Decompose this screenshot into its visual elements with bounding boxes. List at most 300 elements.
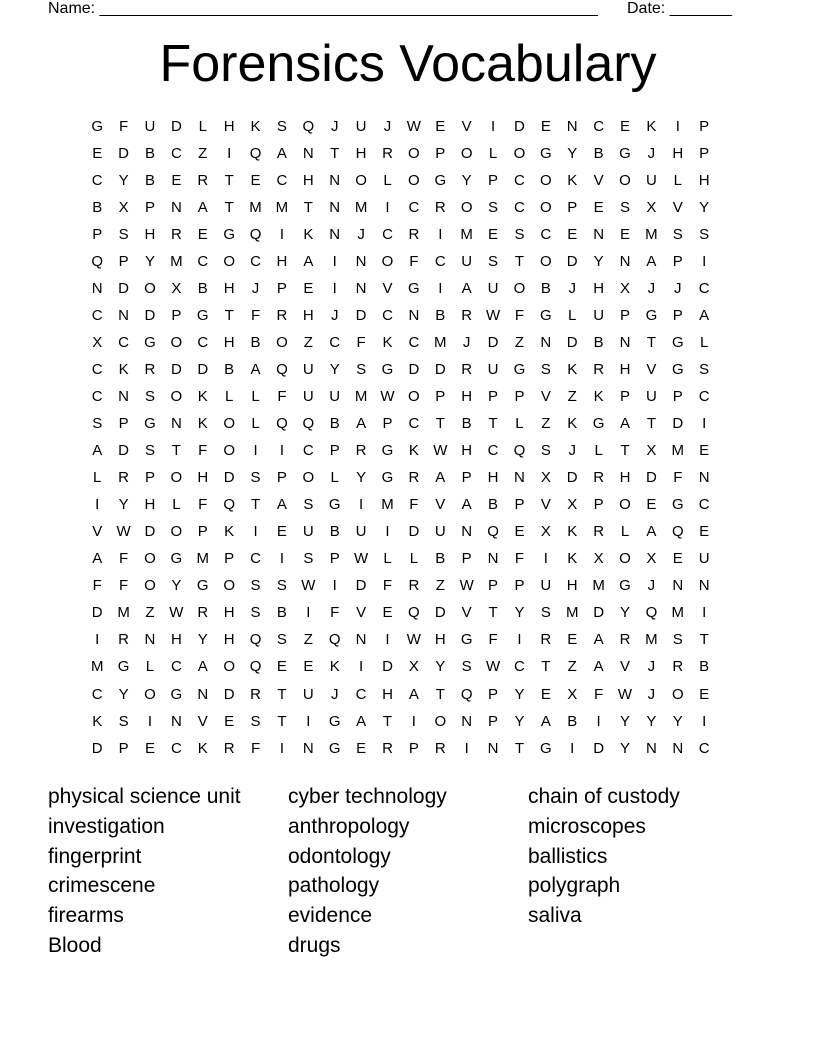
grid-letter: I xyxy=(359,658,364,676)
grid-letter: Z xyxy=(567,387,577,405)
grid-letter: L xyxy=(330,469,339,487)
grid-letter: V xyxy=(435,496,446,514)
word-item: pathology xyxy=(288,874,380,898)
grid-letter: R xyxy=(223,739,235,757)
grid-letter: F xyxy=(673,469,683,487)
grid-letter: C xyxy=(540,225,552,243)
grid-letter: D xyxy=(434,604,446,622)
grid-letter: L xyxy=(383,550,392,568)
grid-letter: Y xyxy=(171,577,182,595)
grid-letter: U xyxy=(540,577,552,595)
grid-letter: N xyxy=(355,631,367,649)
grid-letter: C xyxy=(329,333,341,351)
grid-letter: M xyxy=(196,550,209,568)
grid-letter: H xyxy=(223,279,235,297)
grid-letter: O xyxy=(671,685,684,703)
word-item: crimescene xyxy=(48,874,156,898)
grid-letter: C xyxy=(250,252,261,270)
grid-letter: G xyxy=(223,225,235,243)
grid-letter: N xyxy=(355,279,367,297)
grid-row xyxy=(84,600,717,627)
grid-letter: H xyxy=(302,171,314,189)
grid-letter: P xyxy=(620,306,631,324)
grid-letter: P xyxy=(435,144,446,162)
grid-letter: B xyxy=(435,550,446,568)
grid-letter: T xyxy=(277,685,287,703)
grid-letter: H xyxy=(223,333,235,351)
grid-letter: K xyxy=(567,360,578,378)
grid-letter: S xyxy=(672,225,683,243)
grid-letter: H xyxy=(382,685,393,703)
grid-letter: M xyxy=(460,225,473,243)
grid-letter: N xyxy=(197,685,209,703)
grid-letter: I xyxy=(702,252,707,270)
grid-letter: I xyxy=(464,739,469,757)
grid-row xyxy=(84,654,717,681)
grid-letter: N xyxy=(118,306,129,324)
grid-letter: K xyxy=(567,415,578,433)
grid-letter: P xyxy=(144,469,155,487)
grid-letter: I xyxy=(279,739,285,757)
grid-letter: O xyxy=(170,523,183,541)
grid-letter: T xyxy=(620,442,630,460)
grid-letter: Y xyxy=(514,712,525,730)
grid-letter: J xyxy=(647,658,656,676)
grid-row xyxy=(84,113,717,140)
grid-letter: F xyxy=(514,306,525,324)
grid-letter: C xyxy=(487,442,499,460)
grid-letter: Q xyxy=(249,144,262,162)
grid-letter: W xyxy=(169,604,184,622)
grid-letter: U xyxy=(302,387,314,405)
grid-letter: U xyxy=(434,523,446,541)
grid-letter: S xyxy=(699,225,710,243)
grid-letter: I xyxy=(490,117,496,135)
word-item: saliva xyxy=(528,904,582,928)
grid-letter: N xyxy=(698,577,710,595)
grid-letter: J xyxy=(647,685,656,703)
grid-letter: J xyxy=(674,279,682,297)
grid-letter: N xyxy=(540,333,552,351)
grid-letter: O xyxy=(434,712,447,730)
grid-letter: E xyxy=(593,198,604,216)
grid-letter: D xyxy=(593,739,605,757)
grid-letter: N xyxy=(487,550,499,568)
grid-letter: I xyxy=(596,712,601,730)
grid-letter: N xyxy=(566,117,578,135)
word-column xyxy=(288,782,528,961)
grid-letter: D xyxy=(593,604,605,622)
grid-letter: R xyxy=(382,144,393,162)
grid-letter: D xyxy=(672,415,684,433)
letter-grid xyxy=(84,113,717,762)
grid-letter: L xyxy=(251,415,260,433)
grid-letter: A xyxy=(620,415,631,433)
grid-letter: S xyxy=(514,225,525,243)
grid-letter: T xyxy=(514,739,525,757)
grid-letter: O xyxy=(408,171,420,189)
grid-letter: C xyxy=(170,658,182,676)
grid-letter: R xyxy=(408,225,420,243)
grid-letter: V xyxy=(92,523,103,541)
grid-letter: U xyxy=(461,252,473,270)
grid-letter: K xyxy=(197,415,208,433)
grid-letter: H xyxy=(223,604,235,622)
grid-letter: U xyxy=(302,360,314,378)
grid-letter: D xyxy=(382,658,393,676)
grid-letter: Q xyxy=(276,360,288,378)
grid-letter: R xyxy=(619,631,631,649)
grid-letter: I xyxy=(332,279,337,297)
grid-letter: Z xyxy=(567,658,577,676)
grid-letter: J xyxy=(647,279,656,297)
grid-letter: F xyxy=(119,550,129,568)
grid-letter: J xyxy=(330,117,339,135)
grid-letter: G xyxy=(91,117,104,135)
word-item: microscopes xyxy=(528,814,646,838)
grid-letter: E xyxy=(646,496,657,514)
word-item: ballistics xyxy=(528,844,608,868)
grid-letter: E xyxy=(567,225,578,243)
grid-letter: X xyxy=(646,550,657,568)
grid-letter: I xyxy=(279,550,285,568)
grid-letter: A xyxy=(461,496,472,514)
grid-letter: I xyxy=(411,712,416,730)
grid-letter: C xyxy=(276,171,288,189)
grid-letter: C xyxy=(91,387,103,405)
grid-letter: O xyxy=(460,198,473,216)
grid-letter: O xyxy=(355,171,367,189)
grid-letter: G xyxy=(328,712,341,730)
grid-letter: R xyxy=(144,360,156,378)
grid-letter: E xyxy=(540,117,551,135)
grid-letter: L xyxy=(145,658,155,676)
grid-letter: G xyxy=(381,360,394,378)
grid-letter: L xyxy=(198,117,207,135)
grid-letter: D xyxy=(170,360,182,378)
grid-letter: P xyxy=(329,550,340,568)
grid-letter: T xyxy=(224,198,234,216)
grid-letter: O xyxy=(170,333,183,351)
grid-letter: M xyxy=(354,387,368,405)
grid-letter: F xyxy=(119,117,129,135)
grid-letter: F xyxy=(330,604,340,622)
grid-letter: A xyxy=(356,415,367,433)
grid-letter: K xyxy=(250,117,261,135)
word-item: fingerprint xyxy=(48,844,142,868)
grid-letter: U xyxy=(645,387,657,405)
grid-letter: N xyxy=(461,712,473,730)
grid-letter: P xyxy=(514,577,525,595)
grid-letter: U xyxy=(593,306,605,324)
grid-letter: D xyxy=(118,279,129,297)
grid-letter: A xyxy=(197,658,208,676)
grid-letter: V xyxy=(197,712,208,730)
grid-letter: O xyxy=(223,252,235,270)
word-item: Blood xyxy=(48,933,102,957)
grid-letter: G xyxy=(592,415,605,433)
grid-letter: I xyxy=(438,279,443,297)
grid-letter: I xyxy=(359,496,364,514)
grid-letter: T xyxy=(171,442,181,460)
grid-letter: Y xyxy=(118,496,129,514)
grid-letter: O xyxy=(513,279,526,297)
grid-letter: F xyxy=(198,496,208,514)
grid-letter: R xyxy=(593,523,605,541)
grid-letter: P xyxy=(276,469,287,487)
grid-letter: C xyxy=(698,496,710,514)
word-column xyxy=(528,782,768,931)
grid-letter: A xyxy=(356,712,367,730)
grid-letter: I xyxy=(332,577,337,595)
grid-letter: B xyxy=(329,415,340,433)
grid-letter: L xyxy=(409,550,419,568)
grid-letter: E xyxy=(567,631,578,649)
grid-letter: H xyxy=(487,469,499,487)
grid-letter: U xyxy=(144,117,156,135)
grid-letter: I xyxy=(675,117,680,135)
grid-row xyxy=(84,275,717,302)
grid-letter: P xyxy=(118,739,129,757)
grid-letter: F xyxy=(92,577,102,595)
grid-letter: L xyxy=(172,496,181,514)
grid-letter: I xyxy=(438,225,443,243)
grid-letter: S xyxy=(92,415,103,433)
grid-letter: C xyxy=(302,442,314,460)
grid-letter: R xyxy=(434,198,446,216)
grid-letter: G xyxy=(196,577,209,595)
grid-letter: I xyxy=(147,712,153,730)
grid-letter: T xyxy=(277,712,287,730)
grid-letter: J xyxy=(568,279,576,297)
grid-letter: H xyxy=(223,631,235,649)
grid-letter: O xyxy=(170,469,183,487)
grid-letter: X xyxy=(620,279,631,297)
grid-letter: T xyxy=(646,333,656,351)
grid-letter: P xyxy=(382,415,393,433)
word-item: firearms xyxy=(48,904,124,928)
grid-letter: G xyxy=(328,739,341,757)
grid-letter: H xyxy=(276,252,288,270)
grid-letter: I xyxy=(95,496,100,514)
grid-letter: H xyxy=(434,631,446,649)
grid-letter: N xyxy=(302,144,314,162)
grid-letter: Q xyxy=(408,604,420,622)
grid-letter: M xyxy=(249,198,262,216)
grid-letter: M xyxy=(381,496,394,514)
grid-letter: D xyxy=(434,360,446,378)
grid-letter: Z xyxy=(435,577,445,595)
grid-letter: S xyxy=(488,252,499,270)
grid-letter: D xyxy=(223,685,235,703)
grid-letter: H xyxy=(223,117,235,135)
grid-letter: O xyxy=(540,198,552,216)
grid-letter: G xyxy=(117,658,130,676)
grid-letter: F xyxy=(250,739,261,757)
grid-letter: S xyxy=(250,469,261,487)
grid-letter: X xyxy=(540,469,551,487)
grid-letter: I xyxy=(702,415,707,433)
grid-letter: R xyxy=(672,658,684,676)
grid-letter: Y xyxy=(461,171,472,189)
grid-letter: K xyxy=(197,739,208,757)
grid-letter: C xyxy=(91,685,103,703)
grid-letter: R xyxy=(434,739,446,757)
grid-letter: G xyxy=(671,360,684,378)
grid-letter: Y xyxy=(118,171,129,189)
grid-letter: E xyxy=(197,225,208,243)
grid-letter: K xyxy=(567,523,578,541)
grid-letter: R xyxy=(408,469,420,487)
grid-letter: J xyxy=(647,577,656,595)
grid-letter: N xyxy=(619,252,631,270)
grid-letter: Y xyxy=(567,144,578,162)
grid-letter: C xyxy=(197,252,209,270)
grid-letter: D xyxy=(408,523,420,541)
grid-letter: Y xyxy=(118,685,129,703)
grid-letter: D xyxy=(645,469,657,487)
grid-letter: M xyxy=(170,252,183,270)
grid-letter: W xyxy=(116,523,131,541)
grid-letter: X xyxy=(171,279,182,297)
grid-letter: R xyxy=(408,577,420,595)
grid-letter: M xyxy=(434,333,447,351)
grid-letter: U xyxy=(302,685,314,703)
grid-letter: G xyxy=(328,496,341,514)
grid-letter: G xyxy=(619,144,631,162)
word-item: drugs xyxy=(288,933,341,957)
grid-letter: D xyxy=(566,333,578,351)
grid-letter: H xyxy=(170,631,182,649)
grid-letter: L xyxy=(568,306,577,324)
grid-letter: A xyxy=(92,442,103,460)
grid-letter: I xyxy=(570,739,575,757)
grid-letter: Q xyxy=(302,415,315,433)
grid-letter: M xyxy=(565,604,579,622)
grid-letter: M xyxy=(592,577,605,595)
grid-letter: C xyxy=(250,550,261,568)
word-item: polygraph xyxy=(528,874,621,898)
grid-letter: S xyxy=(250,712,261,730)
grid-letter: H xyxy=(593,279,605,297)
grid-letter: I xyxy=(253,442,258,460)
grid-letter: D xyxy=(118,144,129,162)
grid-letter: C xyxy=(434,252,446,270)
grid-letter: Y xyxy=(699,198,710,216)
grid-letter: M xyxy=(671,442,685,460)
grid-letter: Z xyxy=(514,333,525,351)
grid-letter: Q xyxy=(487,523,499,541)
grid-row xyxy=(84,735,717,762)
grid-letter: B xyxy=(540,279,551,297)
grid-letter: H xyxy=(672,144,684,162)
grid-letter: G xyxy=(170,550,183,568)
grid-letter: W xyxy=(459,577,474,595)
grid-letter: F xyxy=(594,685,604,703)
grid-row xyxy=(84,302,717,329)
grid-letter: Y xyxy=(144,252,155,270)
grid-letter: S xyxy=(540,360,551,378)
grid-letter: S xyxy=(144,387,155,405)
grid-letter: P xyxy=(672,306,683,324)
grid-letter: B xyxy=(144,144,155,162)
grid-letter: F xyxy=(250,306,261,324)
grid-letter: B xyxy=(92,198,103,216)
grid-letter: T xyxy=(488,604,498,622)
grid-letter: P xyxy=(514,496,525,514)
grid-letter: O xyxy=(223,442,235,460)
grid-letter: O xyxy=(144,685,156,703)
grid-letter: H xyxy=(197,469,209,487)
grid-letter: Q xyxy=(328,631,341,649)
grid-letter: C xyxy=(91,360,103,378)
grid-letter: S xyxy=(540,442,551,460)
grid-letter: Y xyxy=(672,712,683,730)
grid-letter: Q xyxy=(302,117,315,135)
grid-letter: K xyxy=(593,387,604,405)
grid-letter: E xyxy=(224,712,235,730)
grid-letter: F xyxy=(514,550,525,568)
grid-letter: X xyxy=(567,496,578,514)
grid-letter: K xyxy=(329,658,340,676)
grid-letter: T xyxy=(435,415,445,433)
grid-letter: M xyxy=(90,658,104,676)
grid-letter: Y xyxy=(514,685,525,703)
grid-letter: B xyxy=(250,333,261,351)
grid-letter: B xyxy=(435,306,446,324)
grid-letter: W xyxy=(485,306,501,324)
grid-letter: Z xyxy=(145,604,155,622)
grid-letter: E xyxy=(276,658,287,676)
grid-letter: V xyxy=(461,117,472,135)
grid-letter: I xyxy=(385,631,390,649)
grid-letter: S xyxy=(461,658,472,676)
grid-letter: H xyxy=(619,469,631,487)
grid-letter: W xyxy=(433,442,448,460)
grid-letter: X xyxy=(92,333,103,351)
grid-letter: O xyxy=(619,171,631,189)
grid-letter: I xyxy=(385,523,390,541)
grid-letter: S xyxy=(699,360,710,378)
grid-letter: A xyxy=(461,279,472,297)
grid-letter: K xyxy=(408,442,419,460)
grid-letter: Y xyxy=(356,469,367,487)
grid-letter: C xyxy=(698,279,710,297)
grid-letter: C xyxy=(698,387,710,405)
grid-letter: O xyxy=(144,550,156,568)
grid-letter: O xyxy=(170,387,183,405)
grid-letter: D xyxy=(408,360,420,378)
grid-letter: O xyxy=(144,577,156,595)
grid-letter: T xyxy=(224,306,234,324)
grid-letter: T xyxy=(488,415,498,433)
grid-letter: R xyxy=(118,469,129,487)
grid-letter: C xyxy=(355,685,367,703)
grid-letter: U xyxy=(302,523,314,541)
name-field-label: Name: ________________________________________________________ xyxy=(48,0,598,17)
grid-letter: F xyxy=(488,631,498,649)
grid-letter: O xyxy=(276,333,288,351)
grid-letter: N xyxy=(302,739,314,757)
grid-letter: C xyxy=(170,144,182,162)
grid-letter: Q xyxy=(223,496,235,514)
grid-letter: P xyxy=(144,198,155,216)
grid-letter: G xyxy=(381,442,394,460)
grid-letter: M xyxy=(671,604,685,622)
grid-letter: B xyxy=(329,523,340,541)
grid-letter: P xyxy=(92,225,103,243)
grid-letter: R xyxy=(593,360,605,378)
